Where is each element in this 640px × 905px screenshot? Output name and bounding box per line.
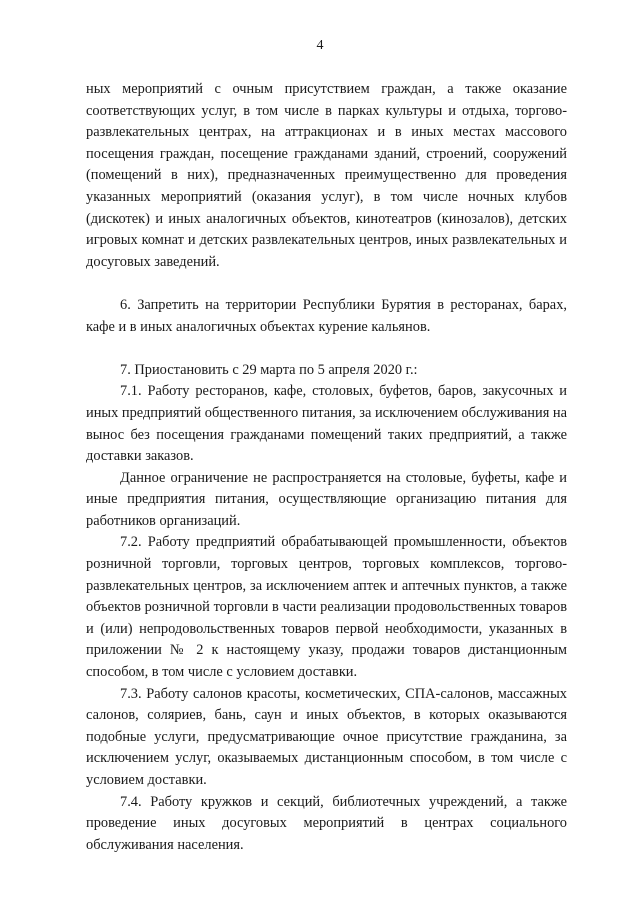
paragraph-item-7: 7. Приостановить с 29 марта по 5 апреля 2020 г.: <box>120 361 418 378</box>
paragraph-item-7-4: 7.4. Работу кружков и секций, библиотечных учреждений, а также проведение иных досуговых мероприятий в центрах социального обслуживания населения. <box>86 793 567 853</box>
paragraph-item-7-1: 7.1. Работу ресторанов, кафе, столовых, буфетов, баров, закусочных и иных предприятий общественного питания, за исключением обслуживания на вынос без посещения гражданами помещений таких предприятий, а также доставки заказов. <box>86 383 567 465</box>
paragraph-item-7-2: 7.2. Работу предприятий обрабатывающей промышленности, объектов розничной торговли, торговых центров, торговых комплексов, торгово-развлекательных центров, за исключением аптек и аптечных пунктов, а также объектов розничной торговли в части реализации продовольственных товаров и (или) непродовольственных товаров первой необходимости, указанных в приложении № 2 к настоящему указу, продажи товаров дистанционным способом, в том числе с условием доставки. <box>86 534 567 681</box>
paragraph-item-7-1-note: Данное ограничение не распространяется на столовые, буфеты, кафе и иные предприятия питания, осуществляющие организацию питания для работников организаций. <box>86 469 567 529</box>
paragraph-continuation: ных мероприятий с очным присутствием граждан, а также оказание соответствующих услуг, в том числе в парках культуры и отдыха, торгово-развлекательных центрах, на аттракционах и в иных местах массового посещения граждан, посещение гражданами зданий, строений, сооружений (помещений в них), предназначенных преимущественно для проведения указанных мероприятий (оказания услуг), в том числе ночных клубов (дискотек) и иных аналогичных объектов, кинотеатров (кинозалов), детских игровых комнат и детских развлекательных центров, иных развлекательных и досуговых заведений. <box>86 81 567 270</box>
document-body <box>86 79 567 856</box>
paragraph-item-6: 6. Запретить на территории Республики Бурятия в ресторанах, барах, кафе и в иных аналогичных объектах курение кальянов. <box>86 296 567 335</box>
page-number: 4 <box>316 38 324 53</box>
paragraph-item-7-3: 7.3. Работу салонов красоты, косметических, СПА-салонов, массажных салонов, соляриев, бань, саун и иных объектов, в которых оказываются подобные услуги, предусматривающие очное присутствие гражданина, за исключением услуг, оказываемых дистанционным способом, в том числе с условием доставки. <box>86 685 567 788</box>
